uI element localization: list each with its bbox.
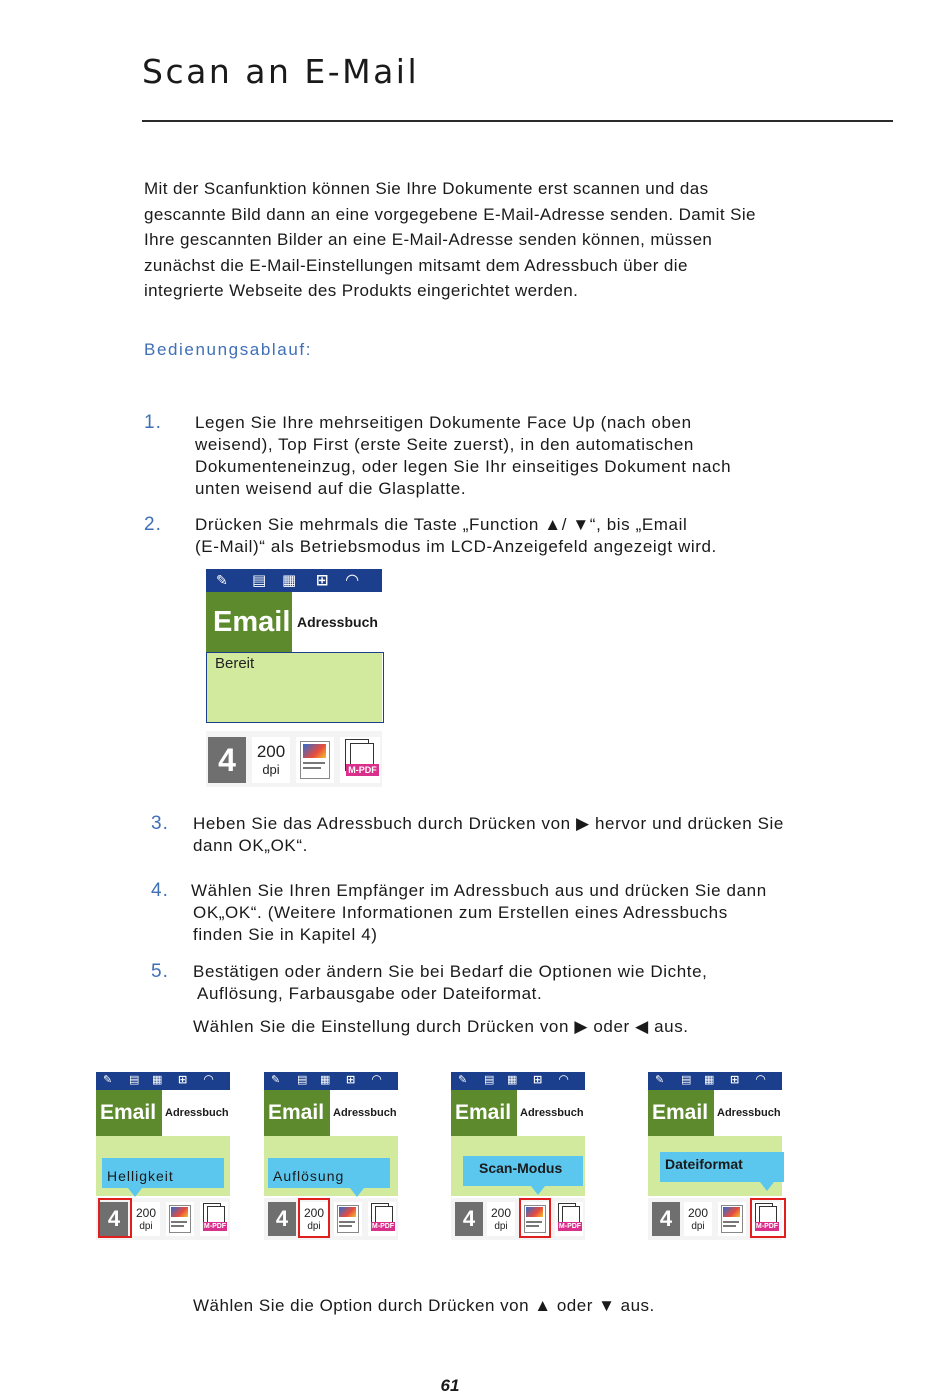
page-count-tile: 4: [100, 1202, 128, 1236]
format-badge: M-PDF: [371, 1223, 395, 1230]
step-4: [151, 880, 871, 948]
network-icon: ⊞: [178, 1074, 188, 1086]
step-line: Wählen Sie die Einstellung durch Drücken von ▶ oder ◀ aus.: [193, 1017, 689, 1036]
page-number: 61: [440, 1376, 460, 1395]
page-count-tile: 4: [268, 1202, 296, 1236]
page-count-tile: 4: [455, 1202, 483, 1236]
lcd-address-book: Adressbuch: [517, 1090, 585, 1136]
lcd-address-book: Adressbuch: [162, 1090, 230, 1136]
option-tooltip: [102, 1158, 224, 1188]
option-tooltip: [463, 1156, 583, 1186]
option-tooltip: [268, 1158, 390, 1188]
intro-line: gescannte Bild dann an eine vorgegebene E-Mail-Adresse senden. Damit Sie: [144, 204, 756, 224]
option-tooltip-label: Helligkeit: [107, 1168, 174, 1184]
lcd-status-bar: [96, 1072, 230, 1090]
page-count-tile: 4: [652, 1202, 680, 1236]
format-badge: M-PDF: [558, 1223, 582, 1230]
intro-line: integrierte Webseite des Produkts eingerichtet werden.: [144, 281, 579, 300]
document-icon: ▤: [484, 1074, 495, 1086]
network-icon: ⊞: [346, 1074, 356, 1086]
wifi-icon: ◠: [204, 1072, 214, 1086]
scan-icon: ✎: [458, 1074, 468, 1086]
lcd-status-bar: [264, 1072, 398, 1090]
color-mode-tile: [296, 737, 334, 783]
step-2: [144, 514, 864, 560]
selected-option-highlight: [98, 1198, 132, 1238]
document-icon: ▤: [681, 1074, 692, 1086]
dpi-value: 200: [256, 742, 286, 761]
color-mode-tile: [166, 1202, 194, 1236]
page-count-tile: 4: [208, 737, 246, 783]
dpi-value: 200: [135, 1206, 157, 1220]
lcd-mode-label: Email: [451, 1090, 517, 1136]
page-title: Scan an E-Mail: [142, 52, 420, 91]
id-card-icon: ▦: [152, 1074, 163, 1086]
resolution-tile: [132, 1202, 160, 1236]
step-line: Wählen Sie Ihren Empfänger im Adressbuch aus und drücken Sie dann: [191, 881, 767, 900]
step-text: [193, 961, 707, 1038]
step-text: [195, 514, 717, 558]
step-number: 1.: [144, 412, 162, 433]
wifi-icon: ◠: [372, 1072, 382, 1086]
dpi-value: 200: [490, 1206, 512, 1220]
lcd-bottom-bar: [206, 731, 382, 787]
step-number: 4.: [151, 880, 169, 901]
wifi-icon: ◠: [756, 1072, 766, 1086]
format-badge: M-PDF: [346, 764, 379, 776]
file-format-tile: [340, 737, 380, 783]
lcd-screen-main: [206, 569, 382, 787]
step-text: [191, 880, 767, 946]
selected-option-highlight: [519, 1198, 551, 1238]
lcd-status-bar: [648, 1072, 782, 1090]
lcd-mode-label: Email: [206, 592, 292, 652]
id-card-icon: ▦: [282, 572, 297, 589]
dpi-value: 200: [687, 1206, 709, 1220]
scan-icon: ✎: [103, 1074, 113, 1086]
option-tooltip: [660, 1152, 784, 1182]
lcd-mode-label: Email: [264, 1090, 330, 1136]
network-icon: ⊞: [316, 572, 329, 589]
step-line: Legen Sie Ihre mehrseitigen Dokumente Face Up (nach oben: [195, 413, 692, 432]
format-badge: M-PDF: [755, 1223, 779, 1230]
resolution-tile: [252, 737, 290, 783]
lcd-screen-option: [264, 1072, 398, 1240]
step-line: Heben Sie das Adressbuch durch Drücken von ▶ hervor und drücken Sie: [193, 814, 784, 833]
document-icon: ▤: [297, 1074, 308, 1086]
wifi-icon: ◠: [346, 572, 359, 589]
step-3: [151, 813, 871, 859]
step-number: 2.: [144, 514, 162, 535]
step-1: [144, 412, 864, 502]
color-mode-tile: [718, 1202, 746, 1236]
step-text: [195, 412, 731, 500]
lcd-address-book: Adressbuch: [292, 592, 382, 652]
id-card-icon: ▦: [320, 1074, 331, 1086]
document-icon: ▤: [252, 572, 267, 589]
scan-icon: ✎: [655, 1074, 665, 1086]
step-line: finden Sie in Kapitel 4): [193, 925, 378, 944]
format-badge: M-PDF: [203, 1223, 227, 1230]
dpi-unit: dpi: [307, 1221, 321, 1232]
lcd-status-bar: [451, 1072, 585, 1090]
color-document-icon: [169, 1205, 191, 1233]
step-line: Drücken Sie mehrmals die Taste „Function ▲/ ▼“, bis „Email: [195, 515, 688, 534]
lcd-mode-label: Email: [96, 1090, 162, 1136]
scan-icon: ✎: [271, 1074, 281, 1086]
selected-option-highlight: [298, 1198, 330, 1238]
dpi-unit: dpi: [494, 1221, 508, 1232]
step-line: dann OK„OK“.: [193, 836, 308, 855]
lcd-screen-option: [451, 1072, 585, 1240]
file-format-tile: [555, 1202, 583, 1236]
option-tooltip-label: Auflösung: [273, 1168, 345, 1184]
title-divider: [142, 120, 893, 122]
intro-line: Mit der Scanfunktion können Sie Ihre Dokumente erst scannen und das: [144, 179, 709, 198]
lcd-screen-option: [96, 1072, 230, 1240]
intro-paragraph: [144, 176, 864, 304]
file-format-tile: [200, 1202, 228, 1236]
step-number: 3.: [151, 813, 169, 834]
step-line: (E-Mail)“ als Betriebsmodus im LCD-Anzeigefeld angezeigt wird.: [195, 537, 717, 556]
option-tooltip-label: Scan-Modus: [479, 1160, 563, 1176]
color-mode-tile: [334, 1202, 362, 1236]
section-heading: Bedienungsablauf:: [144, 340, 313, 359]
lcd-status-text: Bereit: [215, 655, 255, 672]
step-line: Bestätigen oder ändern Sie bei Bedarf die Optionen wie Dichte,: [193, 962, 708, 981]
id-card-icon: ▦: [704, 1074, 715, 1086]
document-icon: ▤: [129, 1074, 140, 1086]
dpi-value: 200: [303, 1206, 325, 1220]
id-card-icon: ▦: [507, 1074, 518, 1086]
dpi-unit: dpi: [691, 1221, 705, 1232]
intro-line: Ihre gescannten Bilder an eine E-Mail-Adresse senden können, müssen: [144, 230, 713, 249]
color-document-icon: [300, 741, 330, 779]
lcd-bottom-bar: [451, 1198, 585, 1240]
step-line: Dokumenteneinzug, oder legen Sie Ihr einseitiges Dokument nach: [195, 457, 732, 476]
step-text: [193, 813, 784, 857]
step-line: unten weisend auf die Glasplatte.: [195, 479, 467, 498]
intro-line: zunächst die E-Mail-Einstellungen mitsamt dem Adressbuch über die: [144, 255, 688, 275]
lcd-address-book: Adressbuch: [714, 1090, 782, 1136]
resolution-tile: [684, 1202, 712, 1236]
file-format-tile: [368, 1202, 396, 1236]
wifi-icon: ◠: [559, 1072, 569, 1086]
color-document-icon: [337, 1205, 359, 1233]
network-icon: ⊞: [533, 1074, 543, 1086]
lcd-status-bar: [206, 569, 382, 592]
step-line: Auflösung, Farbausgabe oder Dateiformat.: [197, 984, 543, 1003]
color-document-icon: [721, 1205, 743, 1233]
scan-icon: ✎: [216, 572, 228, 588]
lcd-bottom-bar: [264, 1198, 398, 1240]
step-line: weisend), Top First (erste Seite zuerst), in den automatischen: [195, 435, 694, 454]
lcd-mode-label: Email: [648, 1090, 714, 1136]
selected-option-highlight: [750, 1198, 786, 1238]
step-number: 5.: [151, 961, 169, 982]
dpi-unit: dpi: [262, 762, 280, 777]
dpi-unit: dpi: [139, 1221, 153, 1232]
lcd-address-book: Adressbuch: [330, 1090, 398, 1136]
resolution-tile: [487, 1202, 515, 1236]
footer-instruction: Wählen Sie die Option durch Drücken von ▲ oder ▼ aus.: [193, 1296, 655, 1315]
step-5: [151, 961, 871, 1041]
network-icon: ⊞: [730, 1074, 740, 1086]
step-line: OK„OK“. (Weitere Informationen zum Erstellen eines Adressbuchs: [193, 903, 728, 922]
lcd-screen-option: [648, 1072, 782, 1240]
option-tooltip-label: Dateiformat: [665, 1156, 743, 1172]
